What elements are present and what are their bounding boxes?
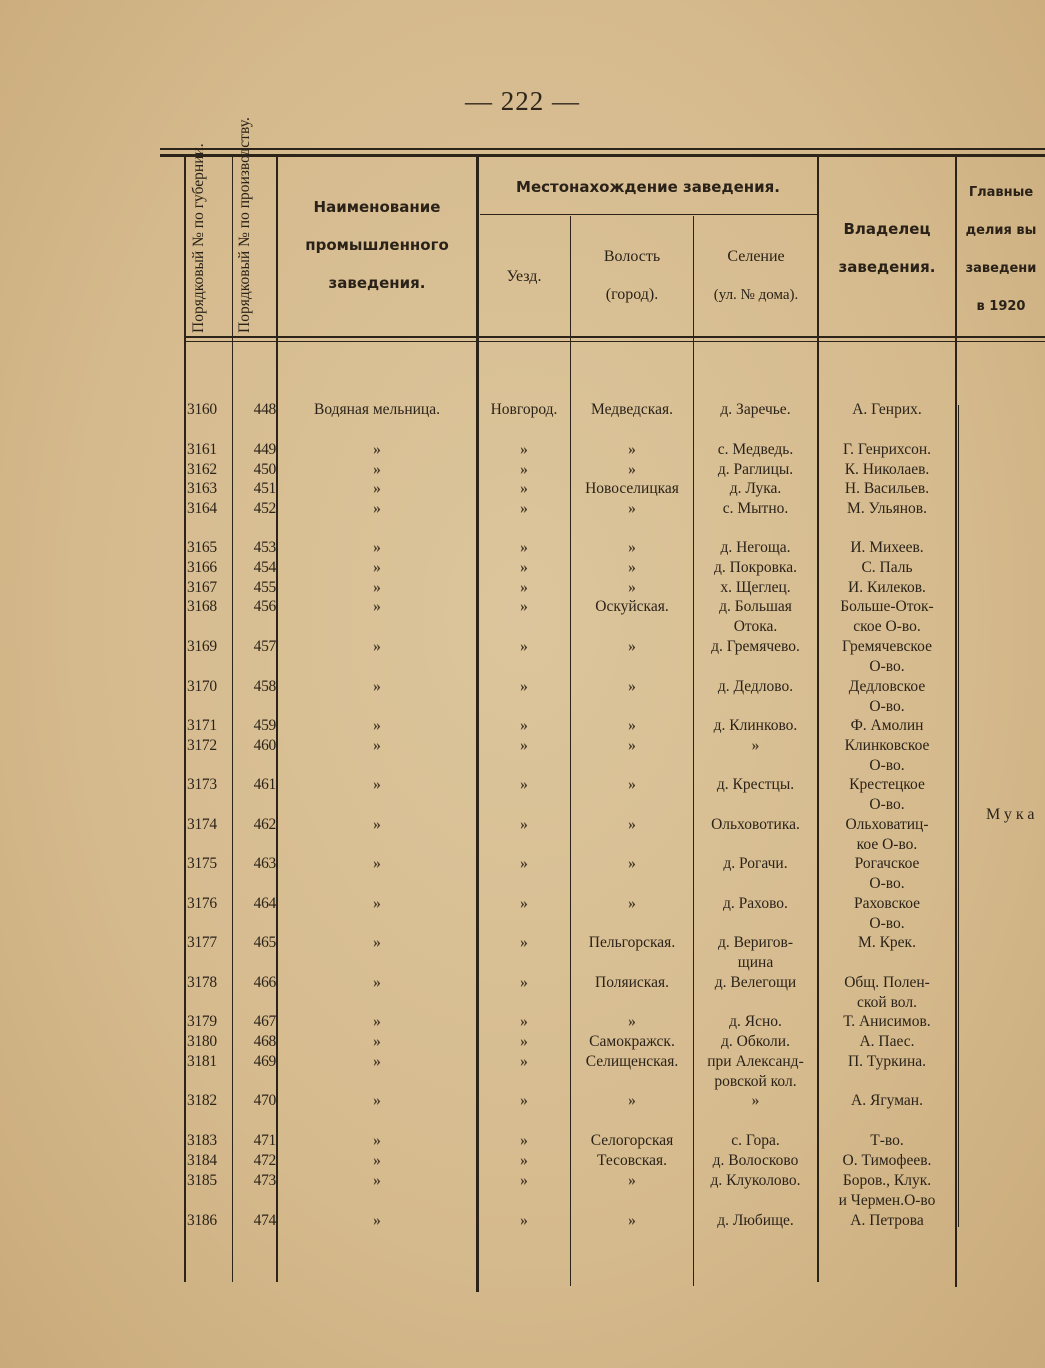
volost-cell: » — [628, 539, 636, 556]
uezd-cell: » — [520, 776, 528, 793]
uezd-cell: » — [520, 1212, 528, 1229]
prod-number-cell: 463 — [253, 855, 276, 872]
establishment-name-cell: » — [373, 500, 381, 517]
owner-cell: Общ. Полен- — [844, 974, 930, 991]
owner-cell: А. Ягуман. — [851, 1092, 923, 1109]
selenie-cell: д. Рахово. — [723, 895, 788, 912]
prod-number-cell: 468 — [253, 1033, 276, 1050]
establishment-name-cell: » — [373, 934, 381, 951]
header-volost-line-1: Волость — [603, 248, 661, 265]
selenie-cell: д. Любище. — [717, 1212, 794, 1229]
owner-cell: Клинковское — [844, 737, 930, 754]
prod-number-cell: 464 — [253, 895, 276, 912]
gub-number-cell: 3177 — [187, 934, 217, 951]
selenie-cell: ровской кол. — [714, 1072, 797, 1090]
volost-cell: Поляиская. — [595, 974, 669, 991]
uezd-cell: » — [520, 598, 528, 615]
uezd-cell: » — [520, 816, 528, 833]
volost-cell: Оскуйская. — [595, 598, 669, 615]
gub-number-cell: 3182 — [187, 1092, 217, 1109]
page-number: — 222 — — [465, 86, 580, 116]
prod-number-cell: 471 — [253, 1132, 276, 1149]
uezd-cell: » — [520, 500, 528, 517]
selenie-cell: д. Заречье. — [720, 401, 791, 418]
gub-number-cell: 3172 — [187, 737, 217, 754]
gub-number-cell: 3175 — [187, 855, 217, 872]
uezd-cell: » — [520, 1172, 528, 1189]
header-establishment-name — [278, 188, 476, 302]
volost-cell: Тесовская. — [596, 1152, 668, 1169]
volost-cell: » — [628, 1212, 636, 1229]
establishment-name-cell: » — [373, 1212, 381, 1229]
header-volost — [571, 238, 693, 314]
volost-cell: » — [628, 638, 636, 655]
owner-cell: и Чермен.О-во — [838, 1191, 936, 1209]
volost-cell: Новоселицкая — [585, 480, 679, 497]
header-volost-line-2: (город). — [605, 286, 659, 303]
selenie-cell: д. Рогачи. — [723, 855, 788, 872]
owner-cell: Гремячевское — [842, 638, 932, 655]
uezd-cell: » — [520, 539, 528, 556]
owner-cell: К. Николаев. — [844, 461, 930, 478]
gub-number-cell: 3178 — [187, 974, 217, 991]
establishment-name-cell: » — [373, 855, 381, 872]
volost-cell: » — [628, 816, 636, 833]
table-top-rule-2 — [160, 154, 1045, 157]
volost-cell: » — [628, 1172, 636, 1189]
header-location-group: Местонахождение заведения. — [516, 178, 780, 196]
prod-number-cell: 448 — [253, 401, 276, 418]
owner-cell: О. Тимофеев. — [842, 1152, 932, 1169]
establishment-name-cell: » — [373, 1132, 381, 1149]
establishment-name-cell: » — [373, 816, 381, 833]
prod-number-cell: 472 — [253, 1152, 276, 1169]
uezd-cell: » — [520, 1033, 528, 1050]
owner-cell: Больше-Оток- — [840, 598, 934, 615]
product-group-brace — [958, 405, 963, 1227]
owner-cell: Крестецкое — [849, 776, 925, 793]
product-label: Мука — [986, 806, 1039, 823]
header-bottom-rule — [185, 336, 1045, 338]
selenie-cell: » — [751, 1092, 760, 1109]
uezd-cell: » — [520, 441, 528, 458]
volost-cell: » — [628, 776, 636, 793]
uezd-cell: » — [520, 717, 528, 734]
selenie-cell: д. Клуколово. — [710, 1172, 801, 1189]
uezd-cell: » — [520, 737, 528, 754]
selenie-cell: » — [751, 737, 760, 754]
header-owner-line-1: Владелец — [843, 220, 931, 238]
gub-number-cell: 3168 — [187, 598, 217, 615]
col-line-2 — [276, 157, 278, 1282]
selenie-cell: д. Большая — [719, 598, 792, 615]
owner-cell: А. Паес. — [859, 1033, 915, 1050]
prod-number-cell: 473 — [253, 1172, 276, 1189]
gub-number-cell: 3167 — [187, 579, 217, 596]
selenie-cell: щина — [737, 953, 774, 971]
header-selenie-line-1: Селение — [727, 248, 785, 265]
uezd-cell: » — [520, 461, 528, 478]
owner-cell: И. Килеков. — [848, 579, 926, 596]
uezd-cell: » — [520, 974, 528, 991]
uezd-cell: » — [520, 638, 528, 655]
header-uezd: Уезд. — [506, 268, 542, 285]
prod-number-cell: 461 — [253, 776, 276, 793]
location-group-rule — [480, 214, 818, 215]
header-name-line-1: Наименование — [313, 198, 441, 216]
owner-cell: кое О-во. — [856, 835, 918, 853]
establishment-name-cell: » — [373, 895, 381, 912]
selenie-cell: Отока. — [733, 617, 778, 635]
gub-number-cell: 3184 — [187, 1152, 217, 1169]
prod-number-cell: 458 — [253, 678, 276, 695]
selenie-cell: х. Щеглец. — [720, 579, 791, 596]
volost-cell: Селогорская — [590, 1132, 674, 1149]
gub-number-cell: 3169 — [187, 638, 217, 655]
establishment-name-cell: » — [373, 974, 381, 991]
owner-cell: М. Крек. — [858, 934, 916, 951]
uezd-cell: » — [520, 480, 528, 497]
establishment-name-cell: » — [373, 559, 381, 576]
uezd-cell: » — [520, 855, 528, 872]
establishment-name-cell: » — [373, 1152, 381, 1169]
gub-number-cell: 3183 — [187, 1132, 217, 1149]
prod-number-cell: 462 — [253, 816, 276, 833]
establishment-name-cell: » — [373, 1092, 381, 1109]
owner-cell: О-во. — [869, 697, 905, 715]
header-name-line-2: промышленного — [305, 236, 449, 254]
header-selenie — [694, 238, 818, 314]
prod-number-cell: 452 — [253, 500, 276, 517]
gub-number-cell: 3181 — [187, 1053, 217, 1070]
establishment-name-cell: » — [373, 539, 381, 556]
owner-cell: А. Генрих. — [852, 401, 922, 418]
establishment-name-cell: » — [373, 598, 381, 615]
selenie-cell: д. Лука. — [729, 480, 782, 497]
volost-cell: » — [628, 461, 636, 478]
volost-cell: » — [628, 1013, 636, 1030]
owner-cell: Т-во. — [870, 1132, 904, 1149]
volost-cell: » — [628, 737, 636, 754]
establishment-name-cell: » — [373, 461, 381, 478]
table-top-rule — [160, 148, 1045, 150]
prod-number-cell: 456 — [253, 598, 276, 615]
owner-cell: Ольховатиц- — [845, 816, 929, 833]
header-selenie-line-2: (ул. № дома). — [713, 287, 799, 303]
establishment-name-cell: » — [373, 579, 381, 596]
owner-cell: Рогачское — [854, 855, 920, 872]
volost-cell: » — [628, 895, 636, 912]
col-line-0 — [184, 157, 186, 1282]
establishment-name-cell: » — [373, 737, 381, 754]
uezd-cell: » — [520, 1053, 528, 1070]
owner-cell: О-во. — [869, 795, 905, 813]
gub-number-cell: 3173 — [187, 776, 217, 793]
gub-number-cell: 3176 — [187, 895, 217, 912]
owner-cell: М. Ульянов. — [847, 500, 927, 517]
owner-cell: Дедловское — [848, 678, 926, 695]
gub-number-cell: 3186 — [187, 1212, 217, 1229]
header-products-line-1: Главные — [968, 185, 1034, 200]
gub-number-cell: 3180 — [187, 1033, 217, 1050]
col-line-7 — [955, 157, 957, 1287]
header-gub-number: Порядковый № по губернии. — [190, 143, 207, 333]
uezd-cell: » — [520, 1132, 528, 1149]
prod-number-cell: 449 — [253, 441, 276, 458]
gub-number-cell: 3160 — [187, 401, 217, 418]
header-main-products — [957, 174, 1045, 326]
prod-number-cell: 469 — [253, 1053, 276, 1070]
gub-number-cell: 3163 — [187, 480, 217, 497]
selenie-cell: д. Ясно. — [729, 1013, 782, 1030]
volost-cell: » — [628, 1092, 636, 1109]
selenie-cell: д. Велегощи — [714, 974, 797, 991]
prod-number-cell: 467 — [253, 1013, 276, 1030]
selenie-cell: при Александ- — [707, 1053, 804, 1070]
establishment-name-cell: » — [373, 1053, 381, 1070]
header-owner — [819, 210, 955, 286]
volost-cell: » — [628, 441, 636, 458]
owner-cell: О-во. — [869, 874, 905, 892]
establishment-name-cell: » — [373, 1172, 381, 1189]
owner-cell: ской вол. — [857, 993, 917, 1011]
owner-cell: Раховское — [853, 895, 921, 912]
gub-number-cell: 3166 — [187, 559, 217, 576]
owner-cell: Н. Васильев. — [844, 480, 930, 497]
prod-number-cell: 460 — [253, 737, 276, 754]
owner-cell: С. Паль — [861, 559, 913, 576]
prod-number-cell: 459 — [253, 717, 276, 734]
selenie-cell: д. Обколи. — [721, 1033, 790, 1050]
prod-number-cell: 465 — [253, 934, 276, 951]
selenie-cell: с. Медведь. — [717, 441, 794, 458]
establishment-name-cell: » — [373, 441, 381, 458]
uezd-cell: » — [520, 1092, 528, 1109]
owner-cell: Г. Генрихсон. — [842, 441, 932, 458]
col-line-1 — [232, 157, 233, 1282]
prod-number-cell: 457 — [253, 638, 276, 655]
gub-number-cell: 3162 — [187, 461, 217, 478]
header-products-line-4: в 1920 — [976, 299, 1026, 314]
establishment-name-cell: » — [373, 1013, 381, 1030]
header-prod-number: Порядковый № по производству. — [236, 117, 253, 333]
selenie-cell: д. Дедлово. — [717, 678, 794, 695]
uezd-cell: » — [520, 678, 528, 695]
owner-cell: О-во. — [869, 657, 905, 675]
uezd-cell: » — [520, 1152, 528, 1169]
volost-cell: Медведская. — [591, 401, 673, 418]
selenie-cell: д. Раглицы. — [717, 461, 794, 478]
prod-number-cell: 466 — [253, 974, 276, 991]
prod-number-cell: 470 — [253, 1092, 276, 1109]
establishment-name-cell: » — [373, 717, 381, 734]
volost-cell: » — [628, 678, 636, 695]
selenie-cell: д. Крестцы. — [716, 776, 795, 793]
volost-cell: Самокражск. — [589, 1033, 675, 1050]
volost-cell: » — [628, 559, 636, 576]
gub-number-cell: 3161 — [187, 441, 217, 458]
gub-number-cell: 3171 — [187, 717, 217, 734]
establishment-name-cell: » — [373, 638, 381, 655]
uezd-cell: » — [520, 1013, 528, 1030]
owner-cell: ское О-во. — [853, 617, 921, 635]
uezd-cell: » — [520, 934, 528, 951]
prod-number-cell: 450 — [253, 461, 276, 478]
selenie-cell: д. Волосково — [712, 1152, 799, 1169]
header-products-line-3: заведени — [965, 261, 1037, 276]
header-owner-line-2: заведения. — [838, 258, 936, 276]
owner-cell: Боров., Клук. — [842, 1172, 932, 1189]
gub-number-cell: 3165 — [187, 539, 217, 556]
owner-cell: О-во. — [869, 914, 905, 932]
selenie-cell: д. Клинково. — [713, 717, 798, 734]
uezd-cell: » — [520, 895, 528, 912]
volost-cell: » — [628, 500, 636, 517]
prod-number-cell: 455 — [253, 579, 276, 596]
establishment-name-cell: » — [373, 678, 381, 695]
owner-cell: А. Петрова — [850, 1212, 924, 1229]
volost-cell: » — [628, 579, 636, 596]
gub-number-cell: 3164 — [187, 500, 217, 517]
volost-cell: » — [628, 717, 636, 734]
volost-cell: » — [628, 855, 636, 872]
prod-number-cell: 474 — [253, 1212, 276, 1229]
prod-number-cell: 454 — [253, 559, 276, 576]
uezd-cell: Новгород. — [490, 401, 558, 418]
header-bottom-rule-2 — [185, 341, 1045, 342]
uezd-cell: » — [520, 579, 528, 596]
selenie-cell: д. Негоща. — [720, 539, 791, 556]
volost-cell: Пельгорская. — [588, 934, 676, 951]
owner-cell: Ф. Амолин — [850, 717, 924, 734]
uezd-cell: » — [520, 559, 528, 576]
header-products-line-2: делия вы — [965, 223, 1037, 238]
owner-cell: П. Туркина. — [847, 1053, 926, 1070]
owner-cell: И. Михеев. — [850, 539, 924, 556]
establishment-name-cell: » — [373, 776, 381, 793]
establishment-name-cell: » — [373, 480, 381, 497]
header-name-line-3: заведения. — [328, 274, 426, 292]
prod-number-cell: 453 — [253, 539, 276, 556]
selenie-cell: Ольховотика. — [711, 816, 800, 833]
selenie-cell: с. Мытно. — [722, 500, 789, 517]
owner-cell: О-во. — [869, 756, 905, 774]
prod-number-cell: 451 — [253, 480, 276, 497]
selenie-cell: с. Гора. — [731, 1132, 780, 1149]
selenie-cell: д. Веригов- — [717, 934, 794, 951]
gub-number-cell: 3179 — [187, 1013, 217, 1030]
gub-number-cell: 3170 — [187, 678, 217, 695]
gub-number-cell: 3174 — [187, 816, 217, 833]
owner-cell: Т. Анисимов. — [843, 1013, 931, 1030]
volost-cell: Селищенская. — [585, 1053, 679, 1070]
establishment-name-cell: Водяная мельница. — [314, 401, 440, 418]
establishment-name-cell: » — [373, 1033, 381, 1050]
gub-number-cell: 3185 — [187, 1172, 217, 1189]
selenie-cell: д. Покровка. — [714, 559, 797, 576]
selenie-cell: д. Гремячево. — [711, 638, 800, 655]
